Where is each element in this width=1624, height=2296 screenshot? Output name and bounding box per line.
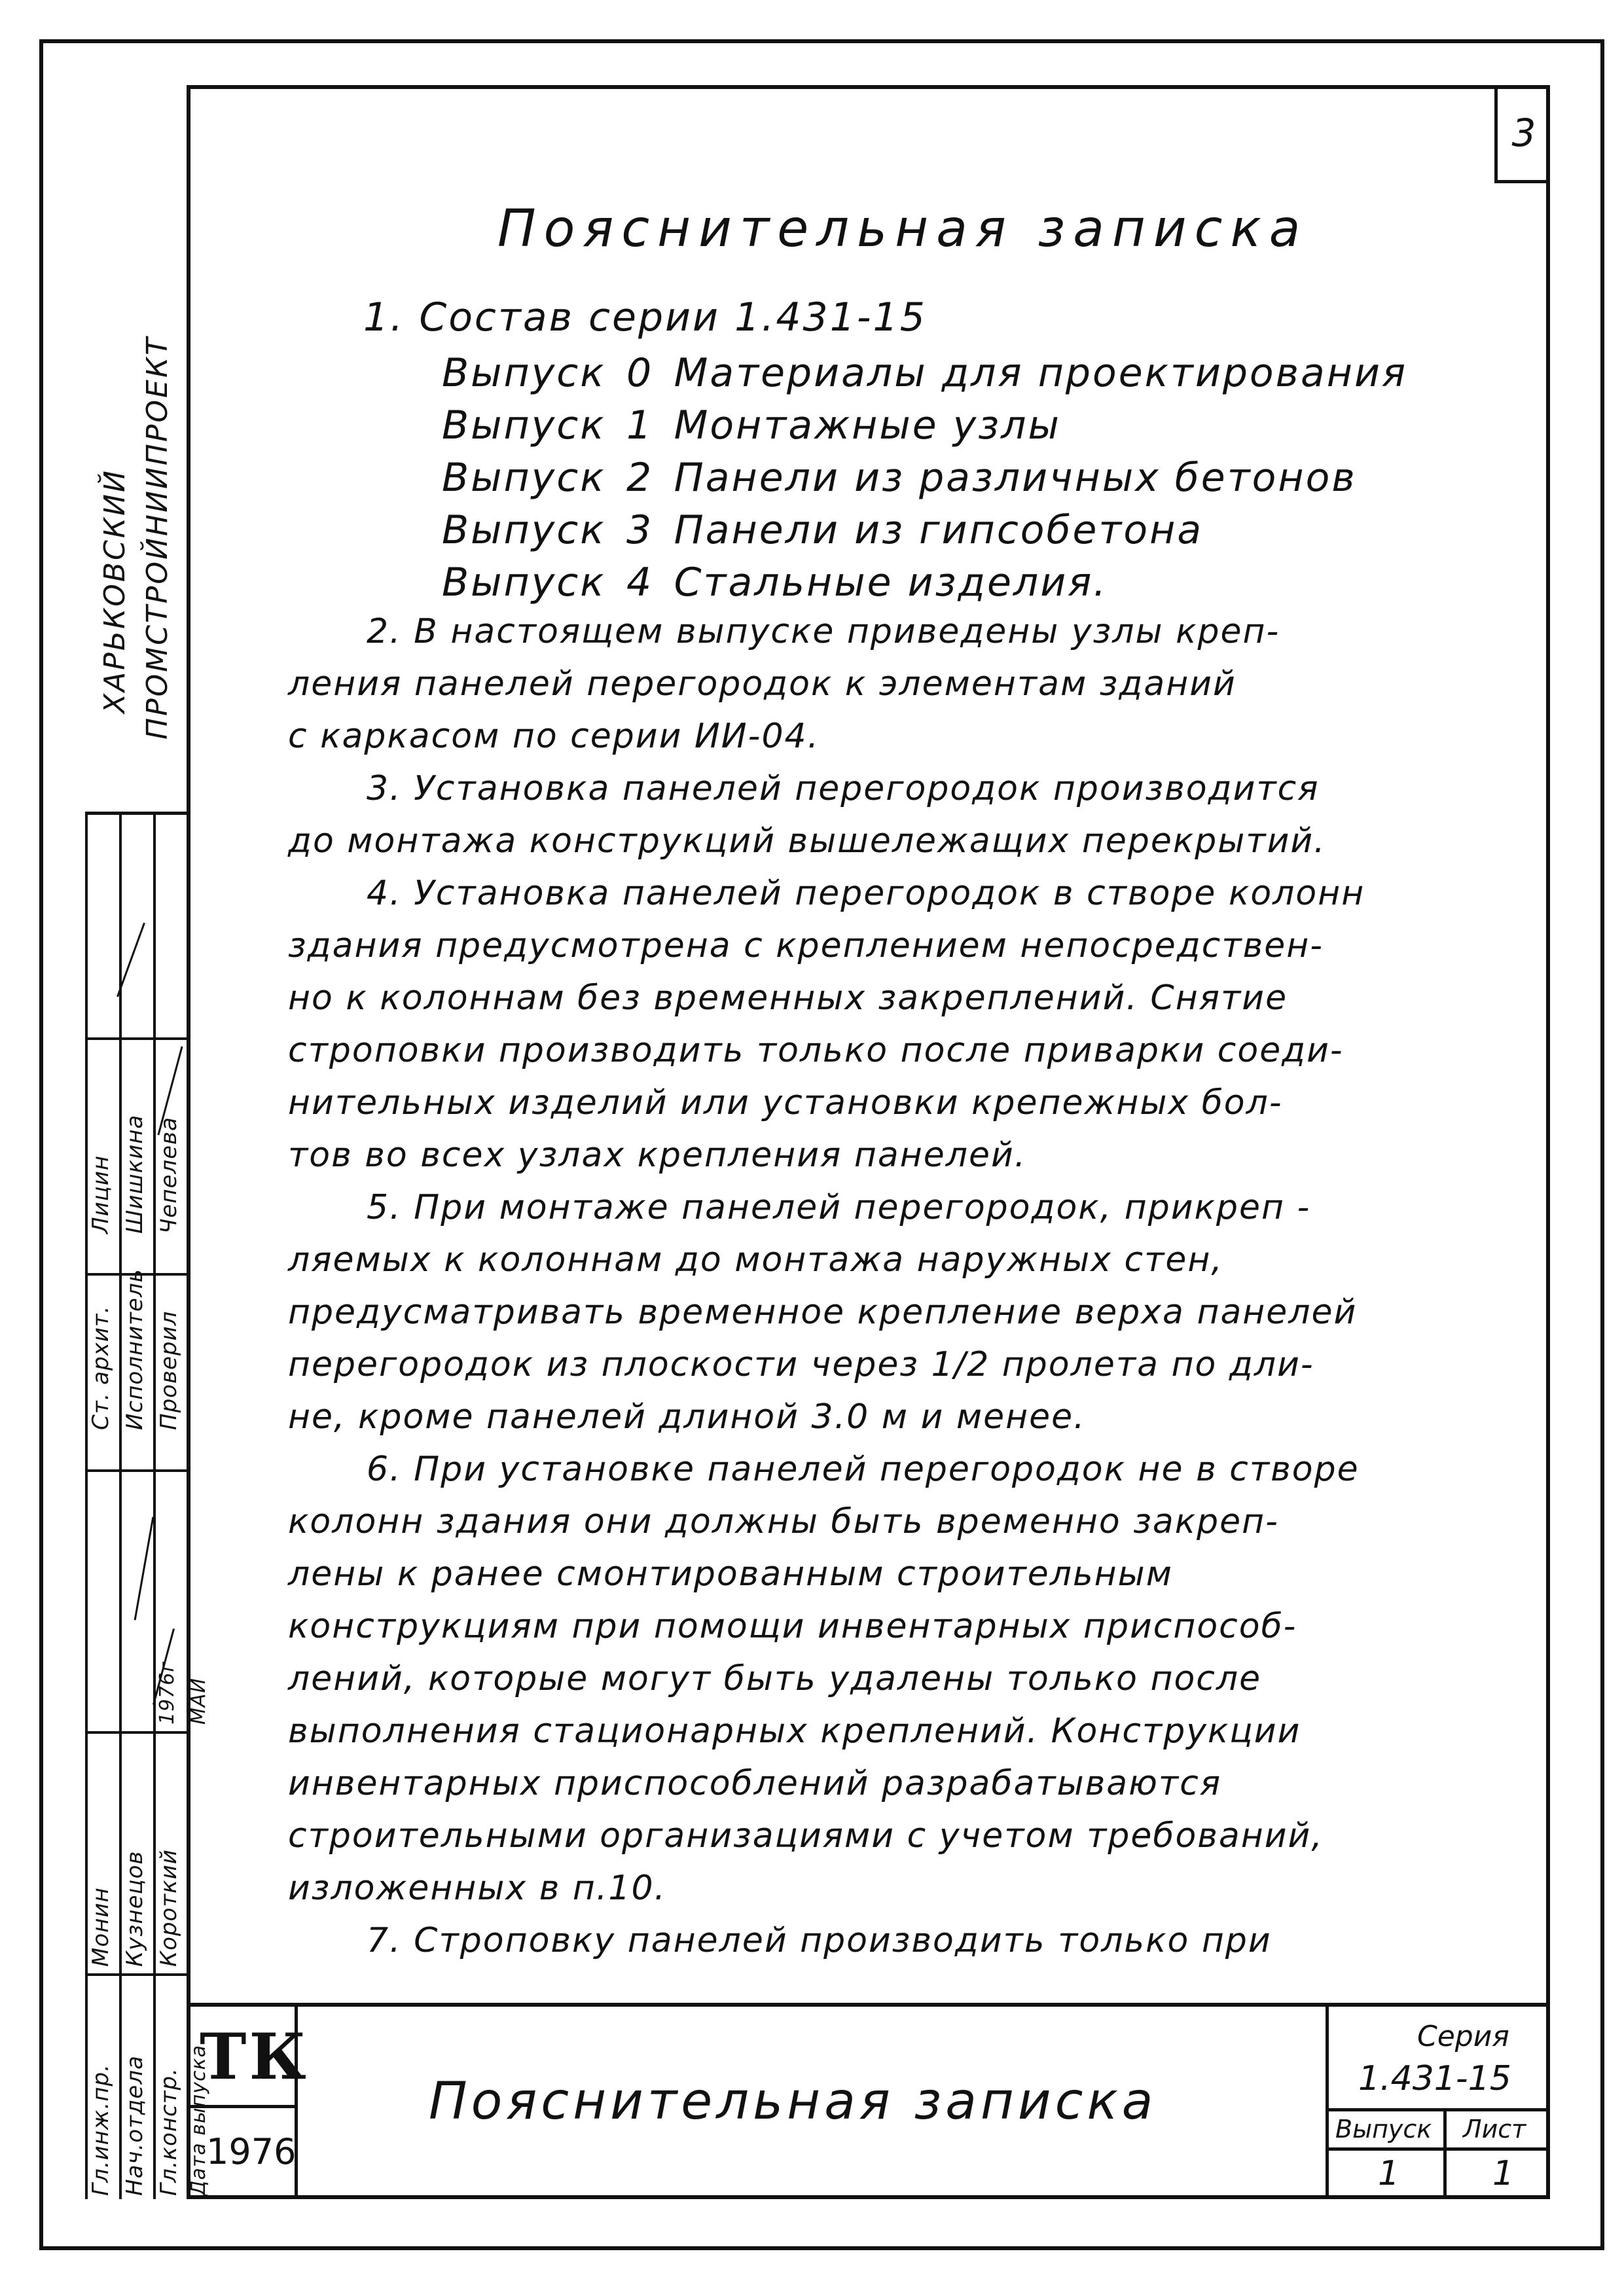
stamp-name-4: МАЙ xyxy=(187,1677,210,1725)
body-line: здания предусмотрена с креплением непосредствен- xyxy=(288,926,1324,965)
stamp-role2-3: Проверил xyxy=(156,1310,182,1430)
body-line: ления панелей перегородок к элементам зданий xyxy=(288,664,1236,704)
body-line: изложенных в п.10. xyxy=(288,1869,667,1908)
tb-code: ТК xyxy=(200,2020,309,2094)
stamp-name2-2: Шишкина xyxy=(122,1114,148,1234)
tb-divider xyxy=(187,2105,298,2108)
issue-number: 4 xyxy=(626,560,654,605)
body-line: лений, которые могут быть удалены только после xyxy=(288,1659,1262,1698)
stamp-role-3: Гл.констр. xyxy=(156,2068,182,2196)
stamp-name-1: Монин xyxy=(88,1887,114,1967)
organization-label xyxy=(85,216,183,740)
issue-row xyxy=(442,403,1061,448)
signature-mark xyxy=(134,1516,154,1620)
body-line: ляемых к колоннам до монтажа наружных стен, xyxy=(288,1240,1223,1280)
issue-number: 3 xyxy=(626,507,654,553)
issue-row xyxy=(442,560,1108,605)
body-line: тов во всех узлах крепления панелей. xyxy=(288,1136,1027,1175)
tb-sheet-value: 1 xyxy=(1492,2154,1515,2193)
organization-line1: ХАРЬКОВСКИЙ xyxy=(98,469,132,713)
tb-divider xyxy=(1326,2108,1550,2111)
body-line: строительными организациями с учетом требований, xyxy=(288,1816,1324,1856)
issue-row xyxy=(442,350,1407,396)
issue-label: Выпуск xyxy=(442,507,606,553)
body-line: строповки производить только после приварки соеди- xyxy=(288,1031,1344,1070)
stamp-name-2: Кузнецов xyxy=(122,1850,148,1967)
tb-divider xyxy=(1326,2147,1550,2151)
body-line: 5. При монтаже панелей перегородок, прикреп - xyxy=(367,1188,1311,1227)
stamp-role-2: Нач.отдела xyxy=(122,2055,148,2196)
stamp-role2-1: Ст. архит. xyxy=(88,1305,114,1430)
issue-label: Выпуск xyxy=(442,403,606,448)
issue-name: Стальные изделия. xyxy=(674,560,1108,605)
stamp-name2-1: Лицин xyxy=(88,1155,114,1234)
body-line: 4. Установка панелей перегородок в створе колонн xyxy=(367,874,1365,913)
tb-issue-value: 1 xyxy=(1378,2154,1400,2193)
body-line: перегородок из плоскости через 1/2 пролета по дли- xyxy=(288,1345,1314,1384)
body-line: до монтажа конструкций вышележащих перекрытий. xyxy=(288,821,1326,861)
body-line: но к колоннам без временных закреплений. Снятие xyxy=(288,978,1288,1018)
issue-name: Монтажные узлы xyxy=(674,403,1061,448)
stamp-role-4: Дата выпуска xyxy=(187,2045,210,2196)
body-line: 6. При установке панелей перегородок не в створе xyxy=(367,1450,1360,1489)
body-line: с каркасом по серии ИИ-04. xyxy=(288,717,820,756)
body-line: 3. Установка панелей перегородок производится xyxy=(367,769,1320,808)
body-line: 2. В настоящем выпуске приведены узлы креп- xyxy=(367,612,1280,651)
page-title: Пояснительная записка xyxy=(497,200,1308,259)
issue-name: Панели из гипсобетона xyxy=(674,507,1204,553)
title-block xyxy=(187,2003,1550,2199)
issue-number: 1 xyxy=(626,403,654,448)
tb-divider xyxy=(1443,2108,1447,2199)
tb-title: Пояснительная записка xyxy=(429,2072,1157,2131)
body-line: инвентарных приспособлений разрабатываются xyxy=(288,1764,1222,1803)
tb-sheet-label: Лист xyxy=(1463,2115,1526,2144)
issue-label: Выпуск xyxy=(442,560,606,605)
issue-row xyxy=(442,507,1203,553)
tb-series-label: Серия xyxy=(1417,2020,1509,2053)
stamp-date: 1976г xyxy=(156,1660,179,1725)
issue-number: 2 xyxy=(626,455,654,501)
series-heading: 1. Состав серии 1.431-15 xyxy=(363,295,927,340)
body-line: нительных изделий или установки крепежных бол- xyxy=(288,1083,1283,1122)
stamp-name-3: Короткий xyxy=(156,1849,182,1967)
body-line: выполнения стационарных креплений. Конструкции xyxy=(288,1712,1301,1751)
body-line: лены к ранее смонтированным строительным xyxy=(288,1554,1173,1594)
issue-row xyxy=(442,455,1357,501)
sheet-number: 3 xyxy=(1494,85,1550,183)
organization-line2: ПРОМСТРОЙНИИПРОЕКТ xyxy=(141,336,174,740)
body-line: конструкциям при помощи инвентарных приспособ- xyxy=(288,1607,1297,1646)
issue-name: Панели из различных бетонов xyxy=(674,455,1357,501)
stamp-role2-2: Исполнитель xyxy=(122,1268,148,1430)
body-line: 7. Строповку панелей производить только при xyxy=(367,1921,1272,1960)
issue-label: Выпуск xyxy=(442,455,606,501)
issue-name: Материалы для проектирования xyxy=(674,350,1408,396)
signature-stamp xyxy=(85,812,210,2199)
tb-series-value: 1.431-15 xyxy=(1358,2059,1511,2098)
tb-issue-label: Выпуск xyxy=(1335,2115,1432,2144)
body-line: колонн здания они должны быть временно закреп- xyxy=(288,1502,1279,1541)
stamp-name2-3: Чепелева xyxy=(156,1117,182,1234)
body-line: не, кроме панелей длиной 3.0 м и менее. xyxy=(288,1397,1086,1437)
issue-label: Выпуск xyxy=(442,350,606,396)
issue-number: 0 xyxy=(626,350,654,396)
body-line: предусматривать временное крепление верха панелей xyxy=(288,1293,1358,1332)
stamp-role-1: Гл.инж.пр. xyxy=(88,2064,114,2196)
tb-year: 1976 xyxy=(206,2131,297,2172)
